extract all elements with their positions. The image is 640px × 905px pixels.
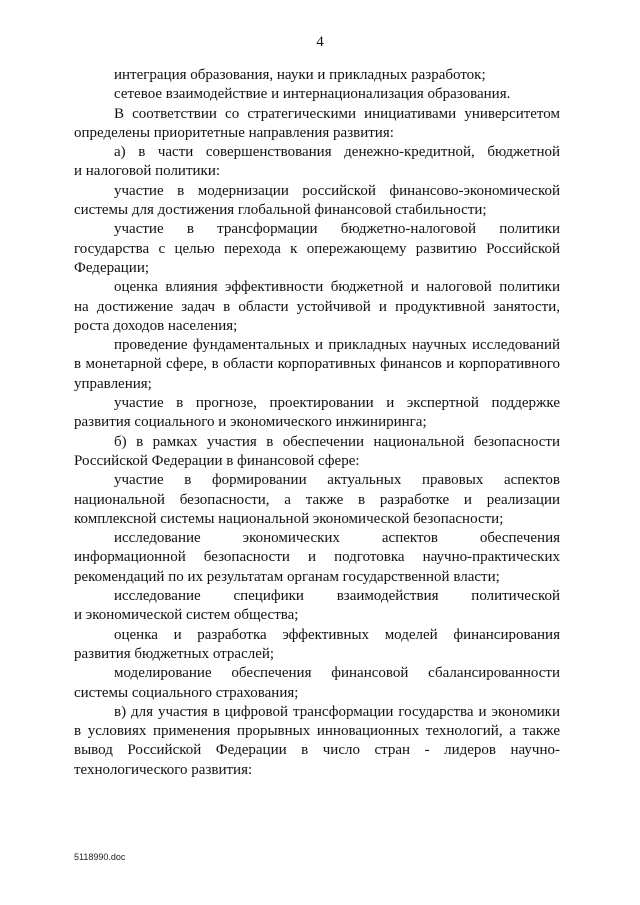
text-line: участие в формировании актуальных правовых аспектов xyxy=(114,472,560,489)
document-body xyxy=(74,66,560,780)
text-line: исследование специфики взаимодействия политической xyxy=(114,588,560,605)
text-line: в монетарной сфере, в области корпоративных финансов и корпоративного xyxy=(74,356,560,373)
text-line: информационной безопасности и подготовка научно-практических xyxy=(74,549,560,566)
text-line: и налоговой политики: xyxy=(74,163,221,180)
text-line: на достижение задач в области устойчивой и продуктивной занятости, xyxy=(74,298,560,315)
text-line: Федерации; xyxy=(74,259,150,276)
text-line: национальной безопасности, а также в разработке и реализации xyxy=(74,491,560,508)
text-line: развития бюджетных отраслей; xyxy=(74,645,275,662)
text-line: в) для участия в цифровой трансформации государства и экономики xyxy=(114,703,560,720)
text-line: Российской Федерации в финансовой сфере: xyxy=(74,452,360,469)
text-line: государства с целью перехода к опережающему развитию Российской xyxy=(74,240,560,257)
page-number: 4 xyxy=(316,34,324,50)
text-line: развития социального и экономического инжиниринга; xyxy=(74,414,427,431)
text-line: рекомендаций по их результатам органам государственной власти; xyxy=(74,568,500,585)
text-line: вывод Российской Федерации в число стран - лидеров научно- xyxy=(74,742,560,759)
text-line: в условиях применения прорывных инновационных технологий, а также xyxy=(74,723,560,740)
text-line: проведение фундаментальных и прикладных научных исследований xyxy=(114,337,560,354)
text-line: роста доходов населения; xyxy=(74,317,238,334)
text-line: исследование экономических аспектов обеспечения xyxy=(114,530,560,547)
text-line: оценка влияния эффективности бюджетной и налоговой политики xyxy=(114,279,560,296)
text-line: б) в рамках участия в обеспечении национальной безопасности xyxy=(114,433,560,450)
text-line: комплексной системы национальной экономической безопасности; xyxy=(74,510,504,527)
text-line: определены приоритетные направления развития: xyxy=(74,124,394,141)
text-line: сетевое взаимодействие и интернационализация образования. xyxy=(114,86,511,103)
text-line: участие в модернизации российской финансово-экономической xyxy=(114,182,560,199)
text-line: оценка и разработка эффективных моделей финансирования xyxy=(114,626,560,643)
text-line: системы для достижения глобальной финансовой стабильности; xyxy=(74,202,487,219)
file-name-footer: 5118990.doc xyxy=(74,852,126,862)
text-line: технологического развития: xyxy=(74,761,253,778)
text-line: интеграция образования, науки и прикладных разработок; xyxy=(114,67,486,83)
text-line: а) в части совершенствования денежно-кредитной, бюджетной xyxy=(114,144,560,161)
text-line: участие в прогнозе, проектировании и экспертной поддержке xyxy=(114,395,560,412)
text-line: моделирование обеспечения финансовой сбалансированности xyxy=(114,665,560,682)
text-line: управления; xyxy=(74,375,152,392)
text-line: и экономической систем общества; xyxy=(74,607,299,624)
text-line: участие в трансформации бюджетно-налоговой политики xyxy=(114,221,560,238)
text-line: В соответствии со стратегическими инициативами университетом xyxy=(114,105,560,122)
text-line: системы социального страхования; xyxy=(74,684,299,701)
